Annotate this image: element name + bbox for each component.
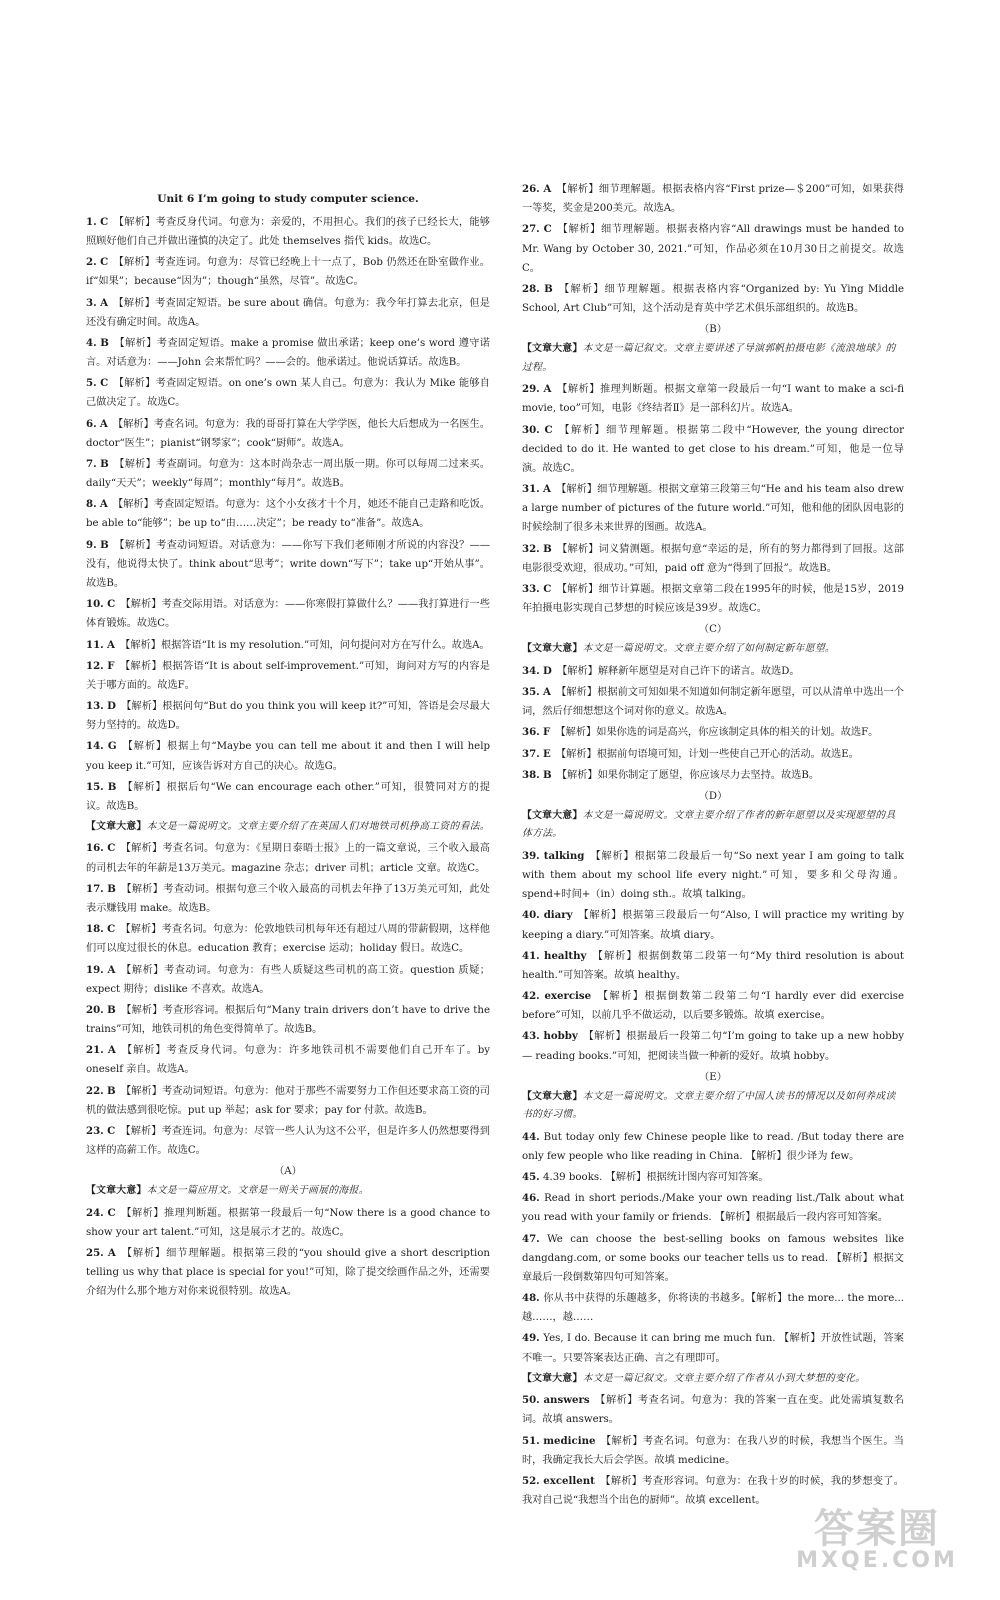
answer-choice: D xyxy=(542,664,552,677)
answer-item xyxy=(86,1204,490,1242)
answer-choice: medicine xyxy=(543,1434,596,1447)
answer-item xyxy=(522,380,904,418)
answer-item xyxy=(522,1128,904,1166)
explanation-text: 【解析】根据前文可知如果不知道如何制定新年愿望，可以从清单中选出一个词，然后仔细想想这个词对你的意义。故选A。 xyxy=(522,687,904,718)
answer-item xyxy=(86,213,490,251)
explanation-text: 【解析】考查名词。句意为：在我八岁的时候，我想当个医生。当时，我确定我长大后会学医。故填 medicine。 xyxy=(522,1435,904,1466)
answer-item xyxy=(86,1041,490,1079)
answer-choice: D xyxy=(107,700,116,713)
article-summary xyxy=(522,1088,904,1125)
answer-item xyxy=(86,1082,490,1120)
answer-item xyxy=(522,987,904,1025)
answer-item xyxy=(522,1189,904,1227)
answer-choice: C xyxy=(100,215,109,228)
explanation-text: 【解析】解释新年愿望是对自己许下的诺言。故选D。 xyxy=(557,665,800,677)
answer-choice: B xyxy=(100,538,109,551)
summary-tag: 【文章大意】 xyxy=(522,1372,583,1384)
question-number: 34. xyxy=(522,664,540,677)
article-summary xyxy=(86,818,490,836)
question-number: 31. xyxy=(522,483,540,496)
answer-choice: diary xyxy=(543,909,573,922)
answer-choice: C xyxy=(100,256,109,269)
question-number: 5. xyxy=(86,377,97,390)
answer-choice: B xyxy=(107,1084,116,1097)
question-number: 15. xyxy=(86,780,104,793)
question-number: 14. xyxy=(86,740,104,753)
answer-item xyxy=(86,334,490,372)
watermark-url: MXQE.COM xyxy=(796,1547,958,1573)
explanation-text: 【解析】考查名词。句意为：伦敦地铁司机每年还有超过八周的带薪假期，这样他们可以度过很长的休息。education 教育；exercise 运动；holiday 假日。故选C。 xyxy=(86,924,490,955)
explanation-text: 【解析】考查形容词。根据后句“Many train drivers don’t have to drive the trains”可知，地铁司机的角色变得简单了。故选B。 xyxy=(86,1004,490,1036)
answer-item xyxy=(86,737,490,775)
answer-choice: healthy xyxy=(544,949,587,962)
question-number: 3. xyxy=(86,296,97,309)
explanation-text: 【解析】考查名词。句意为：《星期日泰晤士报》上的一篇文章说，三个收入最高的司机去年的年薪是13万美元。magazine 杂志；driver 司机；article 文章。故选C。 xyxy=(86,843,490,874)
explanation-text: 4.39 books. 【解析】根据统计图内容可知答案。 xyxy=(542,1172,769,1184)
answer-item xyxy=(86,536,490,594)
question-number: 41. xyxy=(522,949,540,962)
summary-text: 本文是一篇说明文。文章主要介绍了中国人读书的情况以及如何养成读书的好习惯。 xyxy=(522,1090,896,1121)
explanation-text: 【解析】细节理解题。根据表格内容“Organized by: Yu Ying Middle School, Art Club”可知，这个活动是育英中学艺术俱乐部组织的。故选B。 xyxy=(522,283,904,315)
explanation-text: 【解析】如果你选的词是高兴，你应该制定具体的相关的计划。故选F。 xyxy=(555,727,879,739)
right-column xyxy=(522,180,904,1512)
answer-choice: talking xyxy=(543,849,585,862)
question-number: 46. xyxy=(522,1192,540,1205)
answer-item xyxy=(522,220,904,278)
answer-choice: F xyxy=(542,726,551,739)
explanation-text: 【解析】考查固定短语。on one’s own 某人自己。句意为：我认为 Mike 能够自己做决定了。故选C。 xyxy=(86,378,490,409)
answer-item xyxy=(86,253,490,291)
summary-tag: 【文章大意】 xyxy=(522,1090,583,1102)
answer-choice: A xyxy=(107,963,116,976)
answer-item xyxy=(86,374,490,412)
article-summary xyxy=(522,340,904,377)
explanation-text: 你从书中获得的乐趣越多，你将读的书越多。【解析】the more... the more... 越……，越…… xyxy=(522,1293,904,1324)
explanation-text: 【解析】考查固定短语。be sure about 确信。句意为：我今年打算去北京，但是还没有确定时间。故选A。 xyxy=(86,297,490,328)
explanation-text: 【解析】考查动词短语。句意为：他对于那些不需要努力工作但还要求高工资的司机的做法感到很吃惊。put up 举起；ask for 要求；pay for 付款。故选B。 xyxy=(86,1085,490,1116)
explanation-text: 【解析】考查固定短语。句意为：这个小女孩才十个月，她还不能自己走路和吃饭。be able to“能够”；be up to“由……决定”；be ready to“准备”。故选A。 xyxy=(86,499,490,530)
explanation-text: Read in short periods./Make your own reading list./Talk about what you read with your family or friends. 【解析】根据最后一段内容可知答案。 xyxy=(522,1193,904,1224)
answer-item xyxy=(86,294,490,332)
explanation-text: 【解析】考查副词。句意为：这本时尚杂志一周出版一期。你可以每周二过来买。daily“天天”；weekly“每周”；monthly“每月”。故选B。 xyxy=(86,458,490,490)
question-number: 35. xyxy=(522,686,540,698)
answer-item xyxy=(86,1244,490,1302)
answer-item xyxy=(522,1168,904,1187)
question-number: 7. xyxy=(86,457,97,470)
explanation-text: 【解析】细节计算题。根据文章第二段在1995年的时候，他是15岁，2019年拍摄电影实现自己梦想的时候应该是39岁。故选C。 xyxy=(522,583,904,615)
explanation-text: 【解析】如果你制定了愿望，你应该尽力去坚持。故选B。 xyxy=(556,769,820,781)
question-number: 27. xyxy=(522,223,540,236)
explanation-text: 【解析】考查反身代词。句意为：许多地铁司机不需要他们自己开车了。by oneself 亲自。故选A。 xyxy=(86,1045,490,1076)
explanation-text: 【解析】根据问句“But do you think you will keep it?”可知，答语是会尽最大努力坚持的。故选D。 xyxy=(86,701,490,732)
question-number: 25. xyxy=(86,1247,104,1260)
explanation-text: 【解析】根据倒数第二段第二句“I hardly ever did exercise before”可知，以前几乎不做运动，以后要多锻炼。故填 exercise。 xyxy=(522,991,904,1022)
answer-item xyxy=(86,697,490,735)
answer-choice: C xyxy=(107,1124,116,1137)
answer-item xyxy=(86,1122,490,1160)
explanation-text: 【解析】考查交际用语。对话意为：——你寒假打算做什么？——我打算进行一些体育锻炼。故选C。 xyxy=(86,599,490,630)
question-number: 30. xyxy=(522,423,540,436)
explanation-text: 【解析】考查连词。句意为：尽管已经晚上十一点了，Bob 仍然还在卧室做作业。if“如果”；because“因为”；though“虽然，尽管”。故选C。 xyxy=(86,257,490,288)
answer-choice: G xyxy=(107,740,117,753)
unit-title: Unit 6 I’m going to study computer science. xyxy=(157,193,419,205)
question-number: 1. xyxy=(86,215,97,228)
question-number: 17. xyxy=(86,882,104,895)
summary-tag: 【文章大意】 xyxy=(522,343,583,355)
question-number: 43. xyxy=(522,1030,540,1043)
explanation-text: 【解析】考查名词。句意为：我的答案一直在变。此处需填复数名词。故填 answers。 xyxy=(522,1395,904,1426)
answer-item xyxy=(522,723,904,742)
summary-text: 本文是一篇应用文。文章是一则关于画展的海报。 xyxy=(146,1185,369,1197)
answer-choice: B xyxy=(100,457,109,470)
question-number: 19. xyxy=(86,963,104,976)
question-number: 28. xyxy=(522,282,540,295)
answer-choice: A xyxy=(543,183,552,195)
question-number: 9. xyxy=(86,538,97,551)
question-number: 2. xyxy=(86,256,97,269)
answer-choice: exercise xyxy=(544,990,592,1003)
answer-item xyxy=(522,580,904,618)
explanation-text: 【解析】考查形容词。句意为：在我十岁的时候，我的梦想变了。我对自己说“我想当个出色的厨师”。故填 excellent。 xyxy=(522,1475,904,1507)
question-number: 33. xyxy=(522,582,540,595)
article-summary xyxy=(522,640,904,658)
explanation-text: 【解析】根据第二段最后一句“So next year I am going to talk with them about my school life every night.”可知，要多和父母沟通。spend+时间+（in）doing sth.。故填 talking。 xyxy=(522,850,904,901)
question-number: 8. xyxy=(86,498,97,511)
answer-item xyxy=(86,415,490,453)
answer-item xyxy=(86,880,490,918)
question-number: 50. xyxy=(522,1394,540,1407)
answer-choice: A xyxy=(543,686,551,698)
answer-item xyxy=(522,745,904,764)
watermark-logo-text: 答案圈 xyxy=(814,1505,940,1552)
answer-item xyxy=(522,947,904,985)
question-number: 20. xyxy=(86,1003,104,1016)
question-number: 40. xyxy=(522,909,540,922)
explanation-text: 【解析】根据后句“We can encourage each other.”可知，很赞同对方的提议。故选B。 xyxy=(86,781,490,812)
explanation-text: 【解析】考查名词。句意为：我的哥哥打算在大学学医，他长大后想成为一名医生。doctor“医生”；pianist“钢琴家”；cook“厨师”。故选A。 xyxy=(86,418,490,449)
answer-choice: C xyxy=(544,423,553,436)
explanation-text: 【解析】词义猜测题。根据句意“幸运的是，所有的努力都得到了回报。这部电影很受欢迎，很成功。”可知，paid off 意为“得到了回报”。故选B。 xyxy=(522,543,904,574)
question-number: 4. xyxy=(86,336,97,349)
question-number: 37. xyxy=(522,747,540,760)
answer-item xyxy=(522,540,904,578)
answer-item xyxy=(86,657,490,695)
section-label: （D） xyxy=(698,790,728,802)
answer-choice: A xyxy=(543,483,551,496)
answer-item xyxy=(522,847,904,905)
answer-choice: A xyxy=(99,498,108,511)
answer-item xyxy=(86,1001,490,1039)
answer-choice: C xyxy=(543,223,552,236)
explanation-text: 【解析】考查动词。句意为：有些人质疑这些司机的高工资。question 质疑；expect 期待；dislike 不喜欢。故选A。 xyxy=(86,964,490,995)
explanation-text: 【解析】推理判断题。根据文章第一段最后一句“I want to make a sci-fi movie, too”可知，电影《终结者Ⅱ》是一部科幻片。故选A。 xyxy=(522,384,904,415)
explanation-text: But today only few Chinese people like to read. /But today there are only few people who like reading in China. 【解析】很少译为 few。 xyxy=(522,1131,904,1162)
answer-item xyxy=(522,1289,904,1327)
answer-item xyxy=(522,1472,904,1510)
answer-choice: E xyxy=(542,747,551,760)
summary-text: 本文是一篇说明文。文章主要介绍了作者的新年愿望以及实现愿望的具体方法。 xyxy=(522,810,896,840)
answer-choice: B xyxy=(107,780,117,793)
explanation-text: 【解析】根据倒数第二段第一句“My third resolution is about health.”可知答案。故填 healthy。 xyxy=(522,950,904,981)
answer-item xyxy=(86,455,490,493)
explanation-text: 【解析】根据上句“Maybe you can tell me about it and then I will help you keep it.”可知，应该告诉对方自己的决心。故选G。 xyxy=(86,741,490,772)
question-number: 18. xyxy=(86,923,104,936)
question-number: 16. xyxy=(86,842,104,855)
section-label: （E） xyxy=(699,1071,727,1083)
answer-choice: B xyxy=(107,1003,116,1016)
section-label: （B） xyxy=(699,324,727,336)
answer-item xyxy=(86,839,490,877)
summary-tag: 【文章大意】 xyxy=(86,1185,147,1197)
question-number: 36. xyxy=(522,726,540,739)
question-number: 26. xyxy=(522,183,540,195)
answer-item xyxy=(522,180,904,218)
answer-item xyxy=(86,961,490,999)
question-number: 12. xyxy=(86,659,104,672)
explanation-text: 【解析】考查反身代词。句意为：亲爱的，不用担心。我们的孩子已经长大，能够照顾好他们自己并做出谨慎的决定了。此处 themselves 指代 kids。故选C。 xyxy=(86,216,490,248)
explanation-text: 【解析】根据答语“It is my resolution.”可知，问句提问对方在写什么。故选A。 xyxy=(120,639,490,651)
question-number: 22. xyxy=(86,1084,104,1097)
answer-item xyxy=(522,1027,904,1065)
explanation-text: 【解析】细节理解题。根据文章第三段第三句“He and his team also drew a large number of pictures of the future world.”可知，他和他的团队因电影的时候绘制了很多未来世界的图画。故选A。 xyxy=(522,484,904,534)
summary-text: 本文是一篇说明文。文章主要介绍了在英国人们对地铁司机挣高工资的看法。 xyxy=(146,821,490,833)
question-number: 10. xyxy=(86,598,104,611)
answer-item xyxy=(86,495,490,533)
explanation-text: 【解析】细节理解题。根据第三段的“you should give a short description telling us why that place is special for you!”可知，除了提交绘画作品之外，还需要介绍为什么那个地方对你来说很特别。故选A。 xyxy=(86,1248,490,1298)
article-summary xyxy=(522,1370,904,1388)
explanation-text: 【解析】推理判断题。根据第一段最后一句“Now there is a good chance to show your art talent.”可知，这是展示才艺的。故选C。 xyxy=(86,1207,490,1238)
answer-choice: C xyxy=(107,923,116,936)
question-number: 39. xyxy=(522,849,540,862)
summary-tag: 【文章大意】 xyxy=(522,643,583,655)
explanation-text: 【解析】考查固定短语。make a promise 做出承诺；keep one’s word 遵守诺言。对话意为：——John 会来帮忙吗？——会的。他承诺过。他说话算话。故选B。 xyxy=(86,337,490,369)
answer-choice: excellent xyxy=(543,1474,595,1487)
explanation-text: 【解析】根据答语“It is about self-improvement.”可知，询问对方写的内容是关于哪方面的。故选F。 xyxy=(86,660,490,691)
answer-item xyxy=(522,1329,904,1367)
answer-choice: A xyxy=(106,638,115,651)
answer-item xyxy=(522,480,904,538)
question-number: 13. xyxy=(86,700,104,713)
answer-item xyxy=(86,920,490,958)
answer-item xyxy=(522,1432,904,1470)
answer-choice: A xyxy=(107,1247,116,1260)
explanation-text: 【解析】细节理解题。根据第二段中“However, the young director decided to do it. He wanted to get close to his dream.”可知，他是一位导演。故选C。 xyxy=(522,424,904,474)
summary-tag: 【文章大意】 xyxy=(522,810,583,822)
answer-choice: C xyxy=(100,377,109,390)
question-number: 47. xyxy=(522,1232,540,1245)
explanation-text: 【解析】考查动词。根据句意三个收入最高的司机去年挣了13万美元可知，此处表示赚钱用 make。故选B。 xyxy=(86,883,490,914)
explanation-text: 【解析】细节理解题。根据表格内容“All drawings must be handed to Mr. Wang by October 30, 2021.”可知，作品必须在10月30日之前提交。故选C。 xyxy=(522,224,904,274)
answer-choice: answers xyxy=(543,1394,590,1407)
answer-item xyxy=(522,1230,904,1288)
answer-choice: A xyxy=(100,296,109,309)
answer-choice: B xyxy=(543,542,552,555)
explanation-text: We can choose the best-selling books on famous websites like dangdang.com, or some books our teacher tells us to read. 【解析】根据文章最后一段倒数第四句可知答案。 xyxy=(522,1233,904,1283)
article-summary xyxy=(86,1182,490,1200)
question-number: 48. xyxy=(522,1292,540,1305)
site-watermark xyxy=(782,1505,972,1574)
question-number: 11. xyxy=(86,638,104,651)
article-summary xyxy=(522,807,904,844)
answer-choice: B xyxy=(100,336,109,349)
question-number: 24. xyxy=(86,1206,104,1219)
explanation-text: 【解析】根据最后一段第二句“I’m going to take up a new hobby — reading books.”可知，把阅读当做一种新的爱好。故填 hobby。 xyxy=(522,1031,904,1062)
section-label: （A） xyxy=(274,1166,302,1178)
explanation-text: 【解析】考查动词短语。对话意为：——你写下我们老师刚才所说的内容没？——没有，他说得太快了。think about“思考”；write down“写下”；take up“开始从事”。故选B。 xyxy=(86,539,490,589)
explanation-text: 【解析】考查连词。句意为：尽管一些人认为这不公平，但是许多人仍然想要得到这样的高薪工作。故选C。 xyxy=(86,1125,490,1157)
explanation-text: 【解析】根据前句语境可知，计划一些使自己开心的活动。故选E。 xyxy=(556,748,859,760)
question-number: 23. xyxy=(86,1124,104,1137)
answer-item xyxy=(522,1391,904,1429)
question-number: 49. xyxy=(522,1332,540,1345)
answer-item xyxy=(522,683,904,721)
answer-item xyxy=(522,906,904,944)
answer-choice: A xyxy=(107,1044,116,1057)
summary-tag: 【文章大意】 xyxy=(86,821,147,833)
answer-item xyxy=(522,766,904,785)
answer-choice: B xyxy=(542,768,552,781)
question-number: 51. xyxy=(522,1434,540,1447)
answer-choice: C xyxy=(107,1206,116,1219)
section-label: （C） xyxy=(698,624,728,636)
explanation-text: 【解析】根据第三段最后一句“Also, I will practice my writing by keeping a diary.”可知答案。故填 diary。 xyxy=(522,910,904,941)
answer-choice: B xyxy=(107,882,116,895)
explanation-text: Yes, I do. Because it can bring me much fun. 【解析】开放性试题，答案不唯一。只要答案表达正确、言之有理即可。 xyxy=(522,1333,904,1364)
answer-item xyxy=(522,421,904,479)
answer-choice: hobby xyxy=(543,1030,578,1043)
answer-choice: B xyxy=(544,282,553,295)
answer-item xyxy=(86,778,490,816)
question-number: 21. xyxy=(86,1044,104,1057)
explanation-text: 【解析】细节理解题。根据表格内容“First prize—＄200”可知，如果获得一等奖，奖金是200美元。故选A。 xyxy=(522,184,904,215)
question-number: 32. xyxy=(522,542,540,555)
question-number: 45. xyxy=(522,1171,540,1184)
question-number: 38. xyxy=(522,768,540,781)
answer-choice: A xyxy=(99,417,108,430)
question-number: 29. xyxy=(522,383,540,396)
answer-item xyxy=(86,636,490,655)
left-column xyxy=(86,190,490,1304)
summary-text: 本文是一篇记叙文。文章主要介绍了作者从小到大梦想的变化。 xyxy=(582,1372,866,1384)
question-number: 44. xyxy=(522,1130,540,1143)
answer-choice: A xyxy=(543,383,552,396)
answer-item xyxy=(522,280,904,318)
answer-choice: F xyxy=(107,659,115,672)
summary-text: 本文是一篇说明文。文章主要介绍了如何制定新年愿望。 xyxy=(582,643,836,655)
answer-item xyxy=(522,662,904,681)
question-number: 42. xyxy=(522,990,540,1003)
answer-choice: C xyxy=(107,598,116,611)
summary-text: 本文是一篇记叙文。文章主要讲述了导演郭帆拍摄电影《流浪地球》的过程。 xyxy=(522,343,896,373)
question-number: 6. xyxy=(86,417,97,430)
answer-item xyxy=(86,595,490,633)
answer-choice: C xyxy=(107,842,116,855)
answer-choice: C xyxy=(543,582,552,595)
question-number: 52. xyxy=(522,1474,540,1487)
